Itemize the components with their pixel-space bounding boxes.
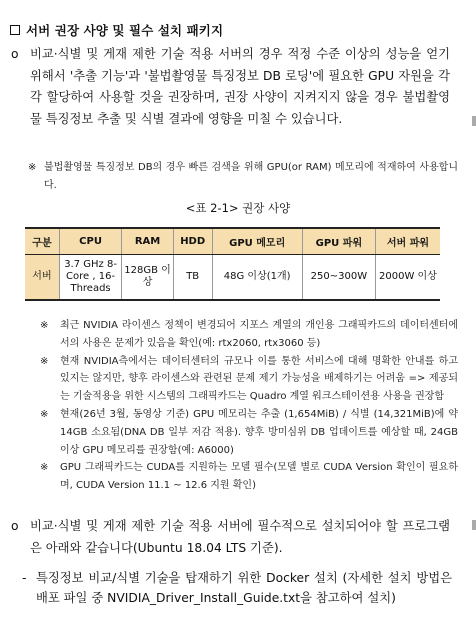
header-category: 구분	[25, 228, 59, 255]
paragraph-recommended-gpu	[11, 44, 450, 130]
table-row	[25, 255, 440, 301]
reference-mark: ※	[40, 355, 49, 367]
note-item	[40, 353, 458, 406]
header-ram: RAM	[122, 228, 174, 255]
reference-mark: ※	[28, 162, 37, 173]
header-cpu: CPU	[59, 228, 121, 255]
note-text: 최근 NVIDIA 라이센스 정책이 변경되어 지포스 계열의 개인용 그래픽카드의 데이터센터에서의 사용은 문제가 있음을 확인(예: rtx2060, rtx3060 등)	[60, 320, 458, 349]
spec-table	[25, 227, 440, 301]
note-text: 현재 NVIDIA측에서는 데이터센터의 규모나 이를 통한 서비스에 대해 명확한 안내를 하고 있지는 않지만, 향후 라이센스와 관련된 문제 제기 가능성을 배제하기는 어려움 => 제공되는 기술적용을 위한 시스템의 그래픽카드는 Quadro 계열 워크스테이션용 사용을 권장함	[60, 355, 458, 403]
note-item	[40, 459, 458, 495]
checkbox-icon	[10, 25, 20, 35]
note-text: GPU 그래픽카드는 CUDA를 지원하는 모델 필수(모델 별로 CUDA Version 확인이 필요하며, CUDA Version 11.1 ~ 12.6 지원 확인)	[60, 462, 458, 492]
cell-cpu: 3.7 GHz 8-Core , 16-Threads	[59, 255, 121, 301]
note-item	[40, 317, 458, 353]
header-gpu-power: GPU 파워	[302, 228, 375, 255]
page-edge-mark	[472, 116, 476, 126]
docker-install-item	[22, 568, 452, 608]
bullet-marker: o	[11, 47, 19, 61]
header-hdd: HDD	[173, 228, 212, 255]
section-title-text: 서버 권장 사양 및 필수 설치 패키지	[26, 23, 224, 38]
note-text: 현재(26년 3월, 동영상 기준) GPU 메모리는 추출 (1,654MiB) / 식별 (14,321MiB)에 약 14GB 소요됨(DNA DB 일부 저감 적용). 향후 방미심위 DB 업데이트를 예상할 때, 24GB 이상 GPU 메모리를 권장함(예: A6000)	[60, 408, 458, 456]
page-edge-mark	[472, 520, 476, 530]
license-notes	[40, 317, 458, 495]
reference-mark: ※	[40, 408, 49, 420]
section-title	[10, 21, 223, 39]
bullet-marker: o	[11, 519, 19, 533]
table-header-row	[25, 228, 440, 255]
note-text: 불법촬영물 특징정보 DB의 경우 빠른 검색을 위해 GPU(or RAM) 메모리에 적재하여 사용합니다.	[44, 162, 458, 191]
note-db-memory	[28, 159, 458, 194]
paragraph-required-programs	[11, 516, 450, 559]
header-server-power: 서버 파워	[375, 228, 440, 255]
dash-marker: -	[22, 571, 27, 585]
dash-item-text: 특징정보 비교/식별 기술을 탑재하기 위한 Docker 설치 (자세한 설치 방법은 배포 파일 중 NVIDIA_Driver_Install_Guide.txt을 참고하여 설치)	[36, 571, 452, 605]
paragraph-text: 비교·식별 및 게재 제한 기술 적용 서버의 경우 적정 수준 이상의 성능을 얻기 위해서 '추출 기능'과 '불법촬영물 특징정보 DB 로딩'에 필요한 GPU 자원을 각각 할당하여 사용할 것을 권장하며, 권장 사양이 지켜지지 않을 경우 불법촬영물 특징정보 추출 및 식별 결과에 영향을 미칠 수 있습니다.	[30, 47, 450, 126]
cell-gpu-power: 250~300W	[302, 255, 375, 301]
cell-gpu-memory: 48G 이상(1개)	[212, 255, 302, 301]
paragraph-text: 비교·식별 및 게재 제한 기술 적용 서버에 필수적으로 설치되어야 할 프로그램은 아래와 같습니다(Ubuntu 18.04 LTS 기준).	[30, 519, 450, 555]
cell-server-power: 2000W 이상	[375, 255, 440, 301]
cell-hdd: TB	[173, 255, 212, 301]
note-item	[40, 406, 458, 459]
header-gpu-memory: GPU 메모리	[212, 228, 302, 255]
table-caption: <표 2-1> 권장 사양	[185, 201, 291, 215]
cell-category: 서버	[25, 255, 59, 301]
reference-mark: ※	[40, 462, 49, 474]
reference-mark: ※	[40, 320, 49, 331]
cell-ram: 128GB 이상	[122, 255, 174, 301]
